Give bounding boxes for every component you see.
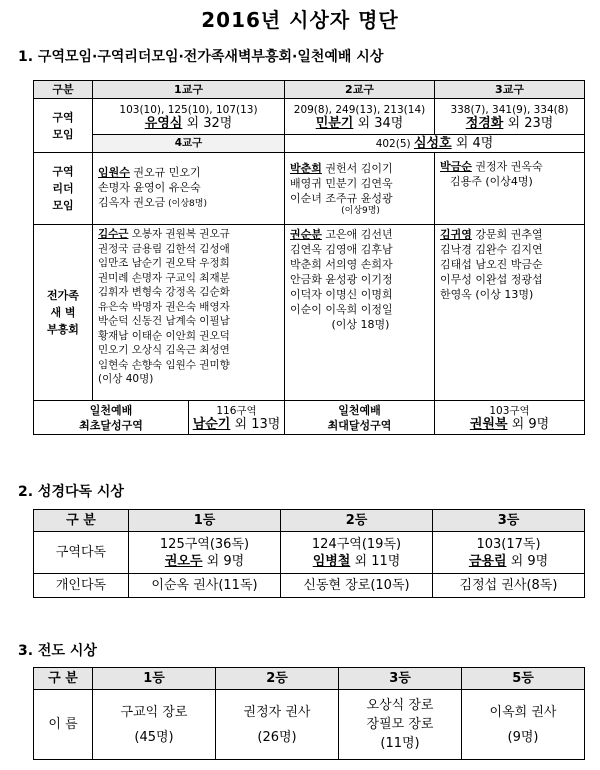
winner-name: 김귀영: [440, 228, 472, 241]
winner-name: 금용림: [468, 553, 507, 569]
row-label-dawn-revival: 전가족 새 벽 부흥회: [34, 225, 93, 401]
table-row: [34, 225, 585, 401]
table-row: [34, 690, 585, 760]
table-header-row: [34, 81, 585, 99]
header-cell: 5등: [462, 668, 585, 690]
section-3-heading: 3. 전도 시상: [18, 643, 97, 659]
dawn-revival-cell: 김귀영 강문희 권추열 김낙경 김완수 김지연 김태섭 남오진 박금순 이무성 이완섭 정광섭 한영옥 (이상 13명): [435, 225, 585, 401]
evangelism-cell: 권정자 권사 (26명): [216, 690, 339, 760]
leader-meeting-cell: 박금순 권정자 권옥숙 김용주 (이상4명): [435, 153, 585, 225]
evangelism-cell: 구교익 장로 (45명): [93, 690, 216, 760]
district-reading-cell: 125구역(36독) 권오두 외 9명: [129, 532, 281, 574]
winner-name: 박금순: [440, 160, 472, 173]
district-reading-cell: 124구역(19독) 임병철 외 11명: [281, 532, 433, 574]
winner-name: 남순기: [192, 416, 231, 432]
header-cell: 구 분: [34, 668, 93, 690]
dawn-revival-cell: 권순분 고은애 김선년 김연옥 김영애 김후남 박춘희 서의영 손희자 안금화 윤성광 이기정 이덕자 이명신 이명희 이순이 이옥희 이정일 (이상 18명): [285, 225, 435, 401]
winner-name: 임원수: [98, 166, 130, 179]
section-2-heading: 2. 성경다독 시상: [18, 484, 124, 500]
thousand-max-label: 일천예배 최대달성구역: [285, 401, 435, 435]
header-cell: 2교구: [285, 81, 435, 99]
table-row: [34, 574, 585, 598]
winner-name: 박춘희: [290, 161, 322, 175]
header-cell: 3등: [433, 510, 585, 532]
table-row: [34, 153, 585, 225]
thousand-first-cell: 116구역 남순기 외 13명: [189, 401, 285, 435]
leader-meeting-cell: 임원수 권오규 민오기 손명자 윤영이 유은숙 김옥자 권오금 (이상8명): [93, 153, 285, 225]
evangelism-cell: 이옥희 권사 (9명): [462, 690, 585, 760]
parish-4-label: 4교구: [93, 135, 285, 153]
winner-name: 민분기: [315, 115, 354, 131]
winner-name: 유영심: [144, 115, 183, 131]
award-table-3: [33, 667, 585, 760]
award-table-2: [33, 509, 585, 598]
header-cell: 1등: [93, 668, 216, 690]
row-label-name: 이 름: [34, 690, 93, 760]
header-cell: 1등: [129, 510, 281, 532]
table-header-row: [34, 668, 585, 690]
table-header-row: [34, 510, 585, 532]
personal-reading-cell: 이순옥 권사(11독): [129, 574, 281, 598]
district-reading-cell: 103(17독) 금용림 외 9명: [433, 532, 585, 574]
row-label-personal-reading: 개인다독: [34, 574, 129, 598]
winner-name: 권원복: [469, 416, 508, 432]
header-cell: 3교구: [435, 81, 585, 99]
winner-name: 임병철: [312, 553, 351, 569]
district-meeting-cell: 338(7), 341(9), 334(8) 정경화 외 23명: [435, 99, 585, 135]
thousand-first-label: 일천예배 최초달성구역: [34, 401, 189, 435]
personal-reading-cell: 신동현 장로(10독): [281, 574, 433, 598]
header-cell: 구분: [34, 81, 93, 99]
evangelism-cell: 오상식 장로 장필모 장로 (11명): [339, 690, 462, 760]
header-cell: 3등: [339, 668, 462, 690]
winner-name: 정경화: [465, 115, 504, 131]
table-row: [34, 135, 585, 153]
header-cell: 구 분: [34, 510, 129, 532]
winner-name: 김수근: [98, 228, 129, 240]
winner-name: 권오두: [164, 553, 203, 569]
table-row: [34, 99, 585, 135]
row-label-district-reading: 구역다독: [34, 532, 129, 574]
header-cell: 2등: [281, 510, 433, 532]
personal-reading-cell: 김정섭 권사(8독): [433, 574, 585, 598]
winner-name: 권순분: [290, 228, 322, 241]
dawn-revival-cell: 김수근 오봉자 권원복 권오규 권정국 금용림 김한석 김성애 임만조 남순기 권오탁 우정희 권미례 손명자 구교익 최재분 김휘자 변형숙 강정옥 김순화 유은숙 박명자 권은숙 배영자 박순덕 신동건 남계숙 이필남 황재남 이태순 이안희 권오덕 민오기 오상식 김옥근 최성연 임현숙 손향숙 임원수 권미향 (이상 40명): [93, 225, 285, 401]
header-cell: 1교구: [93, 81, 285, 99]
district-meeting-cell: 209(8), 249(13), 213(14) 민분기 외 34명: [285, 99, 435, 135]
section-1-heading: 1. 구역모임·구역리더모임·전가족새벽부흥회·일천예배 시상: [18, 49, 384, 65]
table-row: [34, 401, 585, 435]
leader-meeting-cell: 박춘희 권헌서 김이기 배영귀 민분기 김연욱 이순녀 조주규 윤성광 (이상9명): [285, 153, 435, 225]
row-label-leader-meeting: 구역 리더 모임: [34, 153, 93, 225]
thousand-max-cell: 103구역 권원복 외 9명: [435, 401, 585, 435]
parish-4-cell: 402(5) 심성호 외 4명: [285, 135, 585, 153]
page-title: 2016년 시상자 명단: [201, 8, 399, 32]
winner-name: 심성호: [413, 135, 452, 151]
row-label-district-meeting: 구역 모임: [34, 99, 93, 153]
table-row: [34, 532, 585, 574]
district-meeting-cell: 103(10), 125(10), 107(13) 유영심 외 32명: [93, 99, 285, 135]
award-table-1: [33, 80, 585, 435]
header-cell: 2등: [216, 668, 339, 690]
